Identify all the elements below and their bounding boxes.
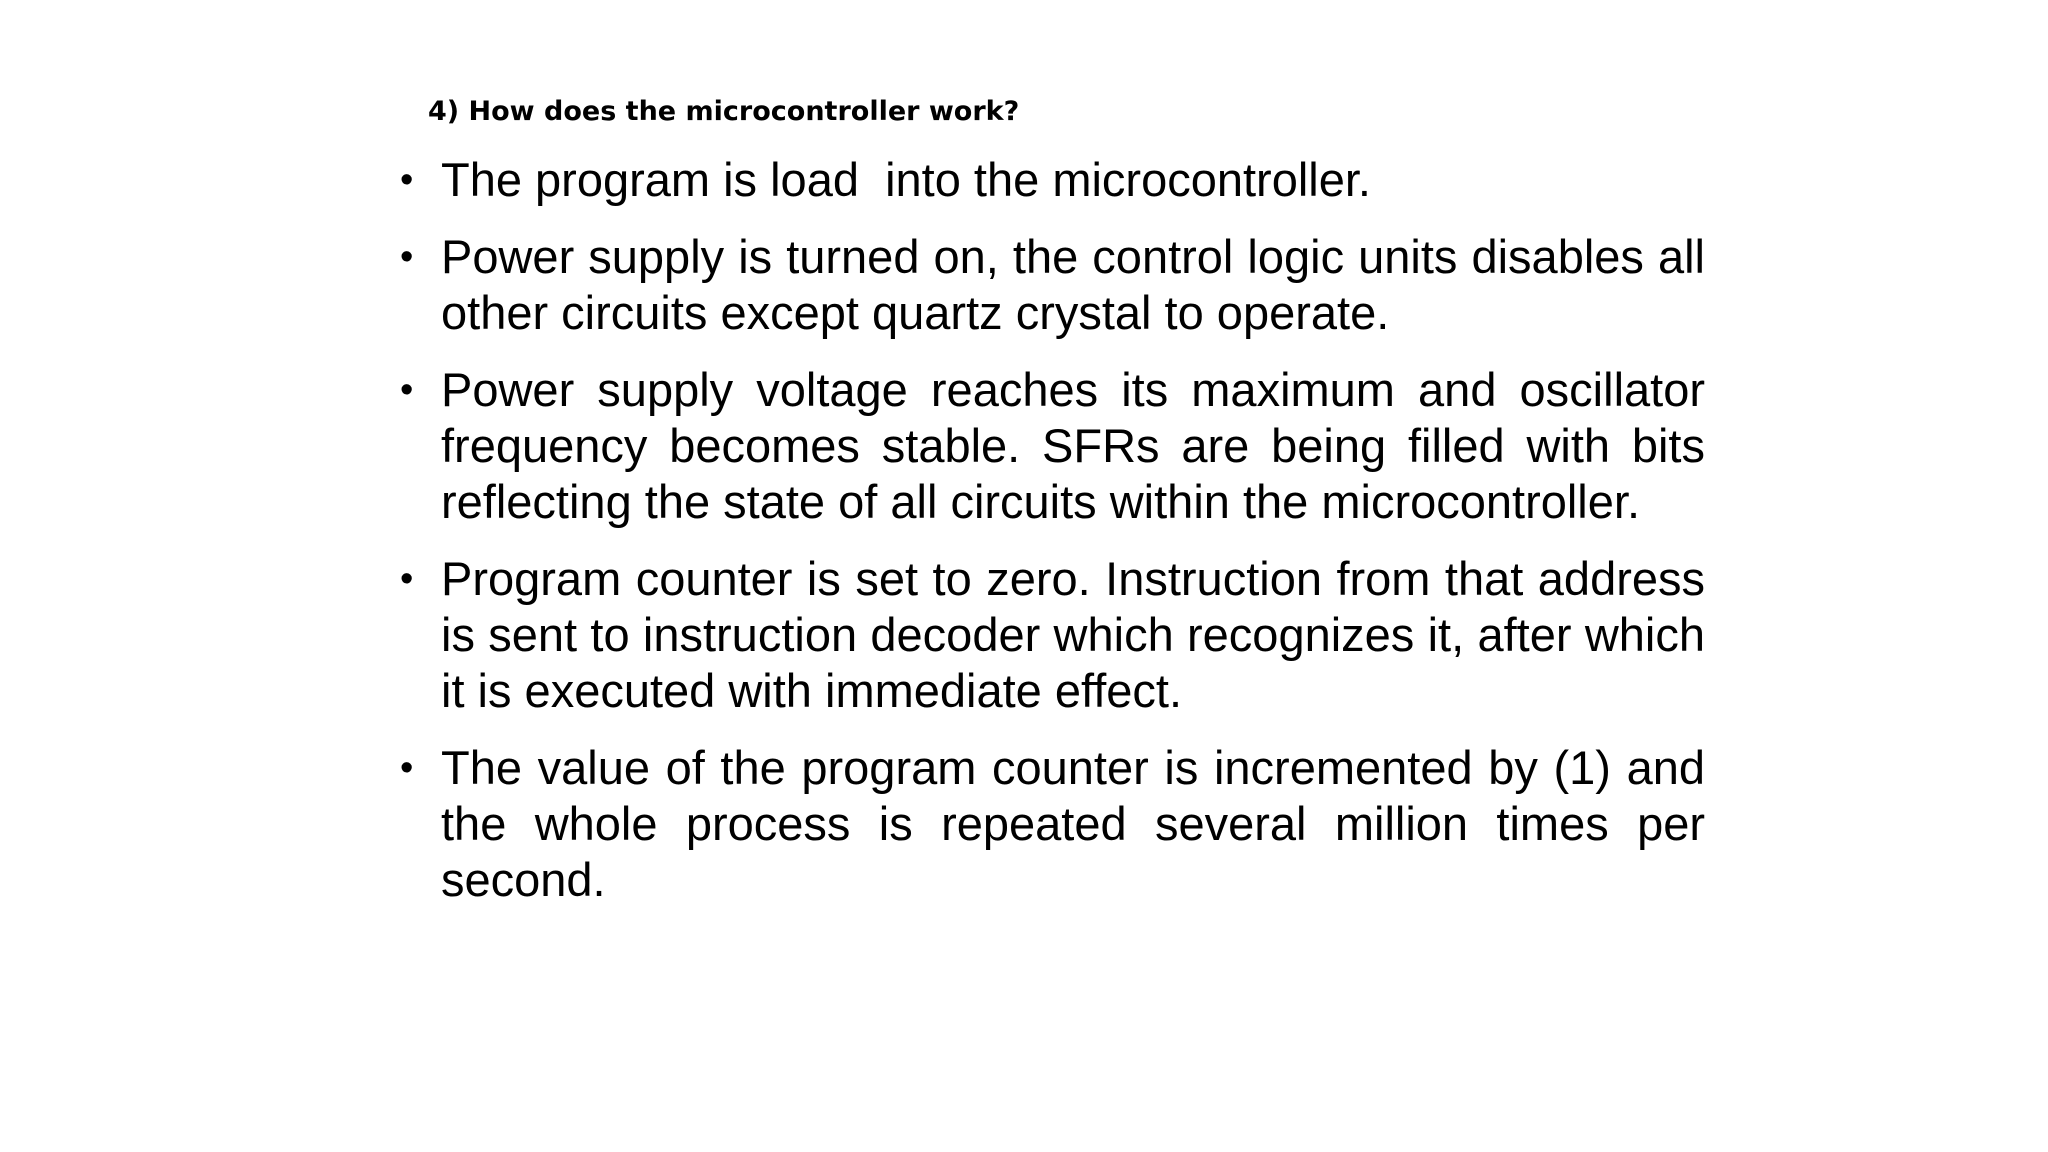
bullet-icon: • (400, 369, 414, 411)
bullet-item (400, 229, 1705, 341)
bullet-list (400, 152, 1705, 929)
bullet-text: Power supply voltage reaches its maximum and oscillator frequency becomes stable. SFRs are being filled with bits reflecting the state of all circuits within the microcontroller. (441, 363, 1705, 528)
bullet-item (400, 551, 1705, 719)
bullet-text: Power supply is turned on, the control logic units disables all other circuits except quartz crystal to operate. (441, 230, 1705, 339)
bullet-icon: • (400, 558, 414, 600)
bullet-text: The program is load into the microcontroller. (441, 153, 1371, 206)
bullet-item (400, 362, 1705, 530)
bullet-icon: • (400, 236, 414, 278)
bullet-item (400, 740, 1705, 908)
bullet-item (400, 152, 1705, 208)
bullet-text: The value of the program counter is incremented by (1) and the whole process is repeated several million times per second. (441, 741, 1705, 906)
bullet-icon: • (400, 159, 414, 201)
bullet-text: Program counter is set to zero. Instruction from that address is sent to instruction decoder which recognizes it, after which it is executed with immediate effect. (441, 552, 1705, 717)
bullet-icon: • (400, 747, 414, 789)
slide-heading: 4) How does the microcontroller work? (428, 96, 1020, 127)
